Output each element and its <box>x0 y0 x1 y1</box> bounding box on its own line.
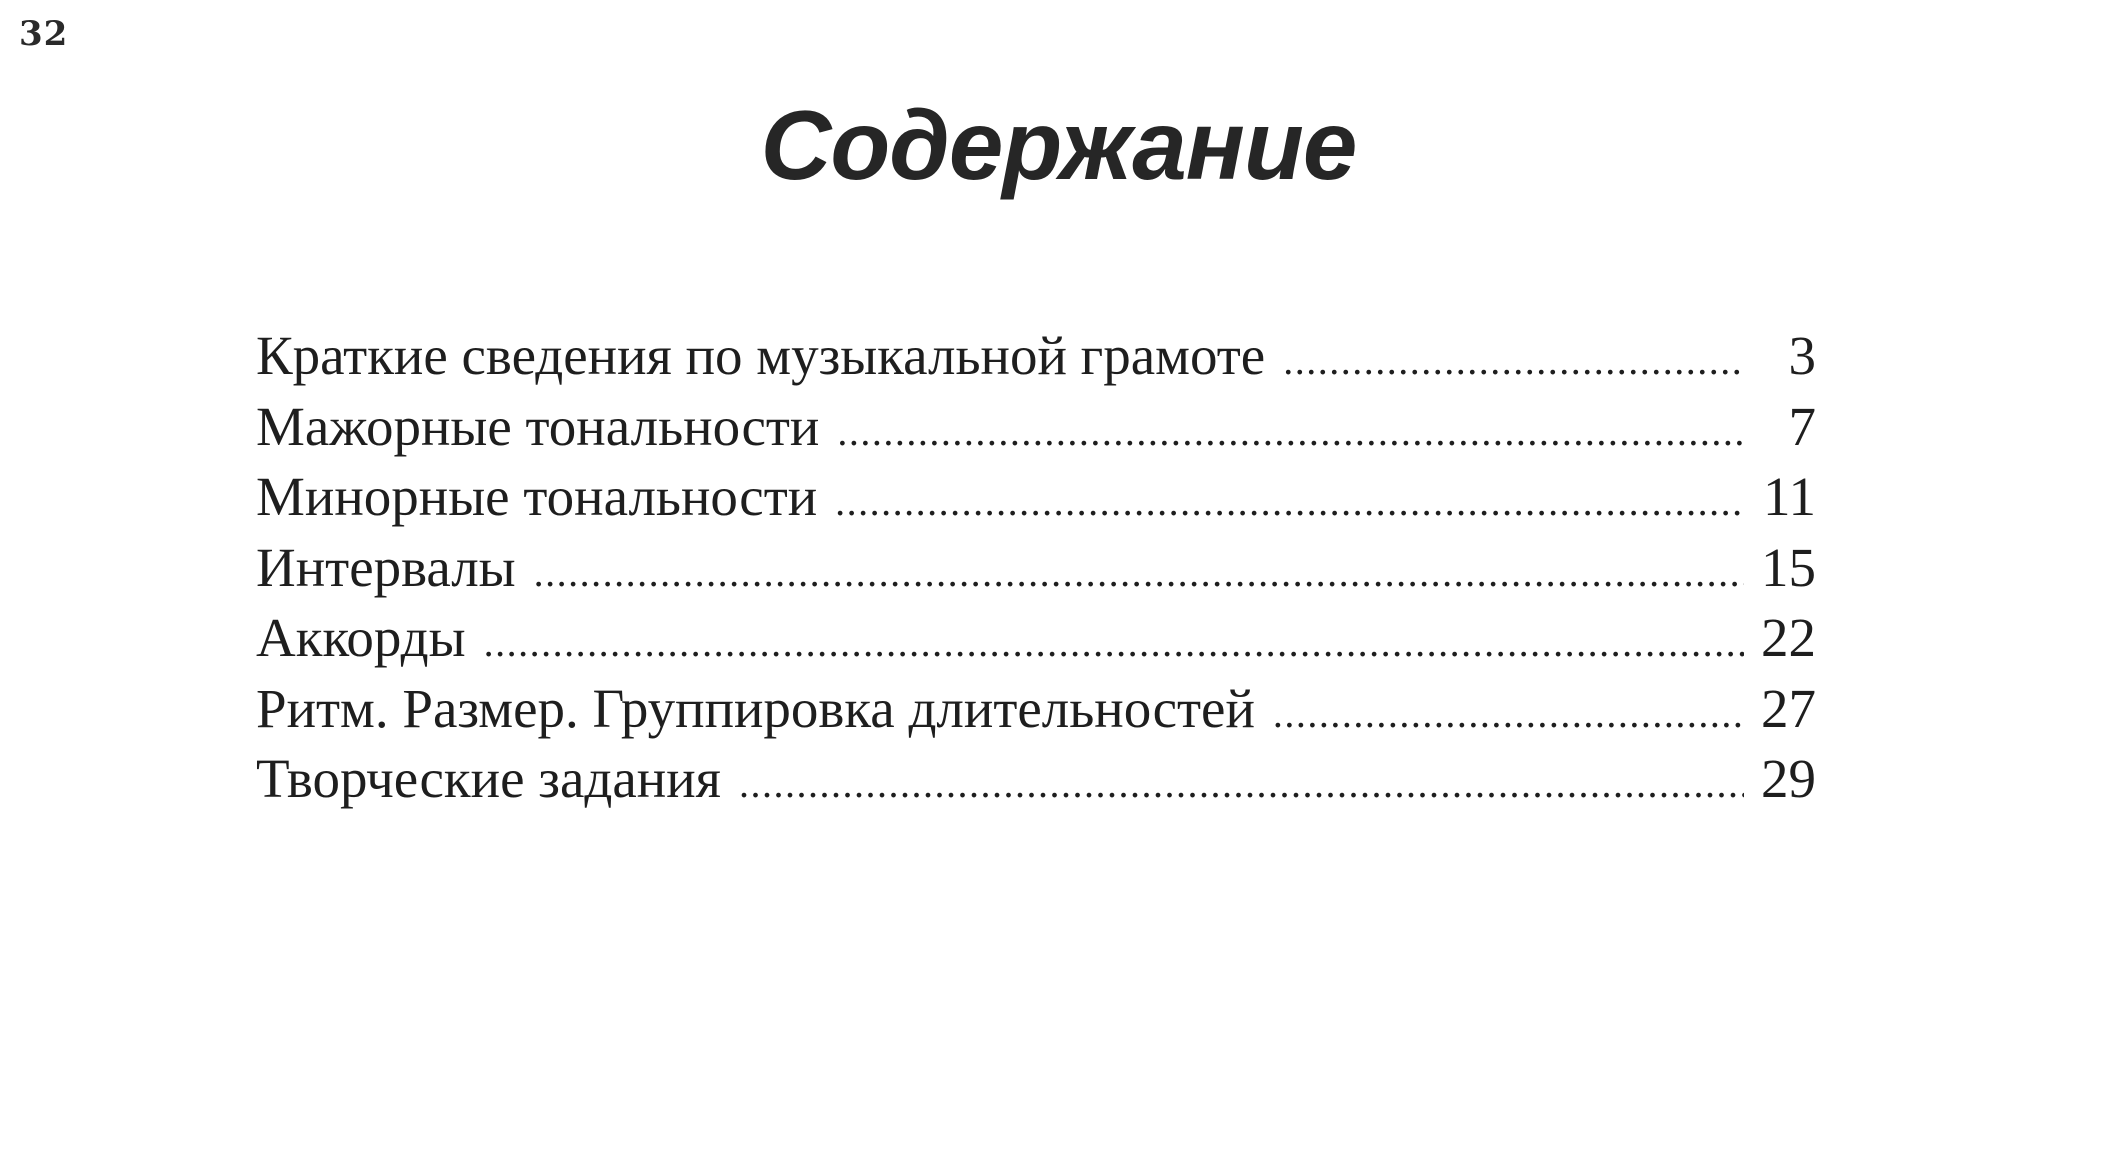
toc-entry[interactable] <box>256 606 1816 677</box>
dot-leader <box>835 478 1744 525</box>
toc-entry-page: 7 <box>1788 395 1816 457</box>
toc-entry-page: 15 <box>1761 536 1816 598</box>
toc-entry-page: 3 <box>1788 325 1816 386</box>
dot-leader <box>1283 337 1744 384</box>
table-of-contents <box>256 324 1816 818</box>
toc-entry[interactable] <box>256 536 1816 607</box>
toc-entry[interactable] <box>256 747 1816 818</box>
toc-entry-page: 22 <box>1761 607 1816 668</box>
toc-entry-label: Краткие сведения по музыкальной грамоте <box>256 325 1266 386</box>
dot-leader <box>837 408 1744 455</box>
toc-entry-label: Творческие задания <box>256 748 721 809</box>
toc-entry[interactable] <box>256 395 1816 466</box>
toc-entry[interactable] <box>256 677 1816 748</box>
toc-entry-label: Интервалы <box>256 536 516 598</box>
toc-entry-label: Ритм. Размер. Группировка длительностей <box>256 677 1255 739</box>
dot-leader <box>484 619 1744 666</box>
toc-entry-label: Аккорды <box>256 607 466 668</box>
toc-entry-page: 11 <box>1763 466 1816 527</box>
toc-entry-label: Минорные тональности <box>256 466 818 527</box>
page-title: Содержание <box>760 90 1357 200</box>
dot-leader <box>534 549 1744 596</box>
page-number: 32 <box>19 14 69 54</box>
toc-entry-page: 27 <box>1761 677 1816 739</box>
dot-leader <box>1273 690 1744 737</box>
toc-entry-label: Мажорные тональности <box>256 395 820 457</box>
toc-entry-page: 29 <box>1761 748 1816 809</box>
toc-entry[interactable] <box>256 324 1816 395</box>
dot-leader <box>739 760 1744 807</box>
toc-entry[interactable] <box>256 465 1816 536</box>
